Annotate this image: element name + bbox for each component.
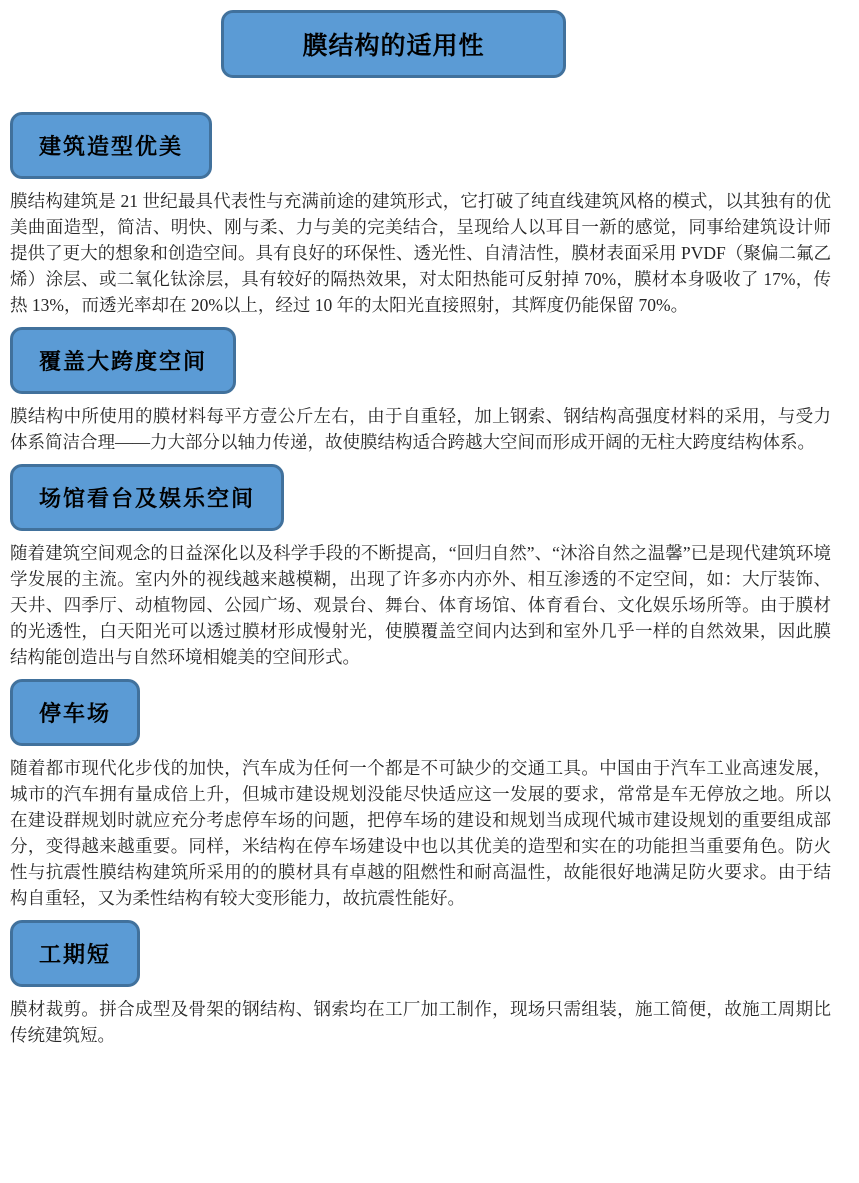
section-heading-venues-entertainment: 场馆看台及娱乐空间 <box>10 464 284 531</box>
section-body-large-span: 膜结构中所使用的膜材料每平方壹公斤左右，由于自重轻，加上钢索、钢结构高强度材料的采用，与受力体系简洁合理——力大部分以轴力传递，故使膜结构适合跨越大空间而形成开阔的无柱大跨度结构体系。 <box>10 406 831 452</box>
section-parking-lot <box>0 679 859 911</box>
section-body-short-construction-period: 膜材裁剪。拼合成型及骨架的钢结构、钢索均在工厂加工制作，现场只需组装，施工简便，故施工周期比传统建筑短。 <box>10 999 831 1045</box>
document-title-box <box>221 10 566 78</box>
section-building-form <box>0 78 859 318</box>
section-heading-building-form: 建筑造型优美 <box>10 112 212 179</box>
section-large-span <box>0 327 859 455</box>
section-body-venues-entertainment: 随着建筑空间观念的日益深化以及科学手段的不断提高，“回归自然”、“沐浴自然之温馨”已是现代建筑环境学发展的主流。室内外的视线越来越模糊，出现了许多亦内亦外、相互渗透的不定空间，如：大厅装饰、天井、四季厅、动植物园、公园广场、观景台、舞台、体育场馆、体育看台、文化娱乐场所等。由于膜材的光透性，白天阳光可以透过膜材形成慢射光，使膜覆盖空间内达到和室外几乎一样的自然效果，因此膜结构能创造出与自然环境相媲美的空间形式。 <box>10 543 831 667</box>
section-heading-parking-lot: 停车场 <box>10 679 140 746</box>
document-title: 膜结构的适用性 <box>302 33 485 60</box>
section-venues-entertainment <box>0 464 859 670</box>
section-heading-large-span: 覆盖大跨度空间 <box>10 327 236 394</box>
section-body-parking-lot: 随着都市现代化步伐的加快，汽车成为任何一个都是不可缺少的交通工具。中国由于汽车工业高速发展，城市的汽车拥有量成倍上升，但城市建设规划没能尽快适应这一发展的要求，常常是车无停放之地。所以在建设群规划时就应充分考虑停车场的问题，把停车场的建设和规划当成现代城市建设规划的重要组成部分，变得越来越重要。同样，米结构在停车场建设中也以其优美的造型和实在的功能担当重要角色。防火性与抗震性膜结构建筑所采用的的膜材具有卓越的阻燃性和耐高温性，故能很好地满足防火要求。由于结构自重轻，又为柔性结构有较大变形能力，故抗震性能好。 <box>10 758 831 908</box>
section-body-building-form: 膜结构建筑是 21 世纪最具代表性与充满前途的建筑形式，它打破了纯直线建筑风格的模式，以其独有的优美曲面造型，简洁、明快、刚与柔、力与美的完美结合，呈现给人以耳目一新的感觉，同事给建筑设计师提供了更大的想象和创造空间。具有良好的环保性、透光性、自清洁性，膜材表面采用 PVDF（聚偏二氟乙烯）涂层、或二氧化钛涂层，具有较好的隔热效果，对太阳热能可反射掉 70%，膜材本身吸收了 17%，传热 13%，而透光率却在 20%以上，经过 10 年的太阳光直接照射，其辉度仍能保留 70%。 <box>10 191 831 315</box>
section-short-construction-period <box>0 920 859 1048</box>
section-heading-short-construction-period: 工期短 <box>10 920 140 987</box>
